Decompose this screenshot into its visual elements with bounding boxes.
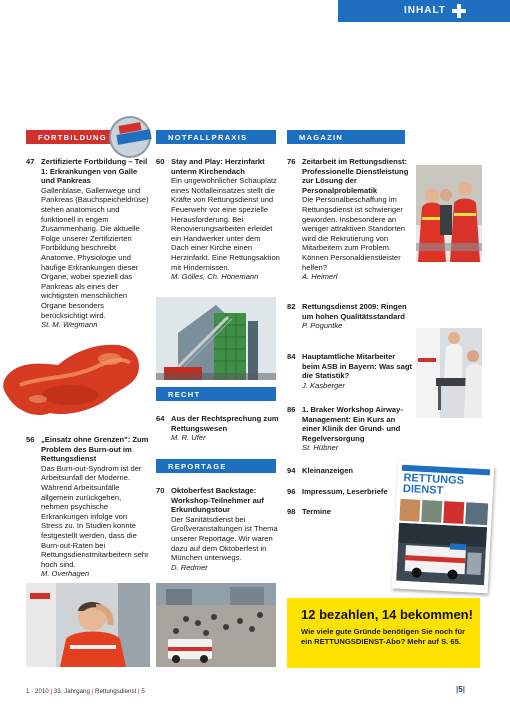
toc-entry-82[interactable]	[287, 302, 415, 331]
entry-title: Zertifizierte Fortbildung – Teil 1: Erkrankungen von Galle und Pankreas	[41, 157, 148, 186]
footer-page: 5	[141, 688, 145, 695]
footer-issue-line: 1 · 2010 | 33. Jahrgang | Rettungsdienst | 5	[26, 688, 145, 695]
entry-title: Kleinanzeigen	[302, 466, 354, 475]
toc-entry-60[interactable]	[156, 157, 280, 282]
entry-title: Oktoberfest Backstage: Workshop-Teilnehmer auf Erkundungstour	[171, 486, 264, 515]
entry-text: Das Burn-out-Syndrom ist der Arbeitsunfall der Moderne. Während Arbeitsunfälle allgemein zurückgehen, nehmen psychische Erkrankungen infolge von Stress zu. In Studien konnte festgestellt werden, dass die Burn-out-Raten bei Rettungsdienstmitarbeitern sehr hoch sind.	[41, 463, 149, 569]
section-reportage	[156, 459, 276, 473]
page-number: 82	[287, 302, 296, 311]
entry-title: Hauptamtliche Mitarbeiter beim ASB in Bayern: Was sagt die Statistik?	[302, 352, 412, 381]
footer-volume: 33. Jahrgang	[53, 688, 90, 695]
contents-tab-label: INHALT	[404, 5, 446, 16]
section-notfallpraxis	[156, 130, 276, 144]
entry-author: M. Overhagen	[41, 569, 90, 579]
entry-text: Der Sanitätsdienst bei Großveranstaltungen ist Thema unserer Reportage. Wir waren dazu auf dem Oktoberfest in München unterwegs.	[171, 514, 278, 563]
section-magazin	[287, 130, 405, 144]
rescue-worker-photo	[26, 583, 150, 667]
magazine-cover[interactable]	[392, 461, 495, 594]
asb-stretcher-photo	[416, 328, 482, 418]
footer-page-number: 5	[458, 685, 463, 694]
entry-text: Ein ungewöhnlicher Schauplatz eines Notfalleinsatzes stellt die Kräfte von Rettungsdienst und Feuerwehr vor eine spezielle Herausforderung. Bei Renovierungsarbeiten erleidet ein Handwerker unter dem Dach einer Kirche einen Herzinfarkt. Eine Rettungsaktion mit Hindernissen.	[171, 176, 280, 272]
subscription-promo[interactable]	[287, 598, 480, 668]
section-magazin-label: MAGAZIN	[299, 133, 344, 142]
page-number: 60	[156, 157, 165, 166]
cover-ambulance-image	[396, 523, 487, 586]
entry-text: Gallenblase, Gallenwege und Pankreas (Bauchspeicheldrüse) stehen anatomisch und funktionell in engem Zusammenhang. Die aktuelle Folge unserer Zertifizierten Fortbildung beschreibt Anatomie, Physiologie und häufige Erkrankungen dieser Organe, wobei speziell das Pankreas als eines der wichtigsten menschlichen Organe besonders berücksichtigt wird.	[41, 185, 149, 320]
cover-logo: RETTUNGS DIENST	[402, 471, 465, 497]
page-number: 64	[156, 414, 165, 423]
entry-author: D. Redmer	[171, 562, 208, 572]
page-number-footer: |5|	[456, 685, 465, 694]
toc-entry-94[interactable]	[287, 466, 415, 476]
toc-entry-70[interactable]	[156, 486, 280, 572]
entry-title: Aus der Rechtsprechung zum Rettungswesen	[171, 414, 279, 433]
entry-author: St. M. Wegmann	[41, 320, 98, 330]
section-notfallpraxis-label: NOTFALLPRAXIS	[168, 133, 248, 142]
contents-tab-end	[472, 0, 510, 22]
page-number: 70	[156, 486, 165, 495]
section-recht	[156, 387, 276, 401]
page-number: 94	[287, 466, 296, 475]
toc-entry-47[interactable]	[26, 157, 150, 330]
page-number: 86	[287, 405, 296, 414]
paramedics-photo	[416, 165, 482, 262]
cover-thumbnails	[399, 499, 488, 526]
entry-title: Rettungsdienst 2009: Ringen um hohen Qualitätsstandard	[302, 302, 407, 321]
entry-author: P. Poguntke	[302, 321, 343, 331]
entry-title: Termine	[302, 507, 331, 516]
church-rescue-photo	[156, 297, 276, 380]
certified-seal-icon	[109, 116, 151, 158]
footer-journal: Rettungsdienst	[95, 688, 137, 695]
entry-text: Die Personalbeschaffung im Rettungsdienst ist schwieriger geworden. Insbesondere an weniger attraktiven Standorten wird die Rekrutierung von Mitarbeitern zum Problem. Können Personaldienstleister helfen?	[302, 195, 405, 272]
entry-title: Impressum, Leserbriefe	[302, 487, 388, 496]
entry-author: St. Hübner	[302, 443, 339, 453]
toc-entry-56[interactable]	[26, 435, 150, 579]
page-number: 98	[287, 507, 296, 516]
section-reportage-label: REPORTAGE	[168, 462, 227, 471]
entry-author: A. Heimerl	[302, 272, 338, 282]
entry-author: J. Kasberger	[302, 380, 346, 390]
section-fortbildung-label: FORTBILDUNG	[38, 133, 107, 142]
toc-entry-76[interactable]	[287, 157, 415, 282]
toc-entry-64[interactable]	[156, 414, 280, 443]
entry-author: M. R. Ufer	[171, 433, 206, 443]
footer-issue: 1 · 2010	[26, 688, 49, 695]
promo-headline: 12 bezahlen, 14 bekommen!	[301, 607, 473, 622]
entry-title: „Einsatz ohne Grenzen": Zum Problem des Burn-out im Rettungsdienst	[41, 435, 149, 464]
toc-entry-84[interactable]	[287, 352, 415, 390]
toc-entry-86[interactable]	[287, 405, 415, 453]
entry-title: 1. Braker Workshop Airway-Management: Ein Kurs an einer Klinik der Grund- und Regelversorgung	[302, 405, 403, 443]
page-number: 96	[287, 487, 296, 496]
entry-title: Stay and Play: Herzinfarkt unterm Kirchendach	[171, 157, 265, 176]
promo-text: Wie viele gute Gründe benötigen Sie noch für ein RETTUNGSDIENST-Abo? Mehr auf S. 65.	[301, 627, 466, 646]
page-number: 84	[287, 352, 296, 361]
page-number: 76	[287, 157, 296, 166]
section-recht-label: RECHT	[168, 390, 201, 399]
entry-author: M. Gölles, Ch. Hönemann	[171, 272, 259, 282]
page-number: 56	[26, 435, 35, 444]
cross-icon	[452, 4, 466, 18]
page-number: 47	[26, 157, 35, 166]
pancreas-photo	[0, 337, 150, 425]
oktoberfest-photo	[156, 583, 276, 667]
entry-title: Zeitarbeit im Rettungsdienst: Professionelle Dienstleistung zur Lösung der Personalproblematik	[302, 157, 409, 195]
